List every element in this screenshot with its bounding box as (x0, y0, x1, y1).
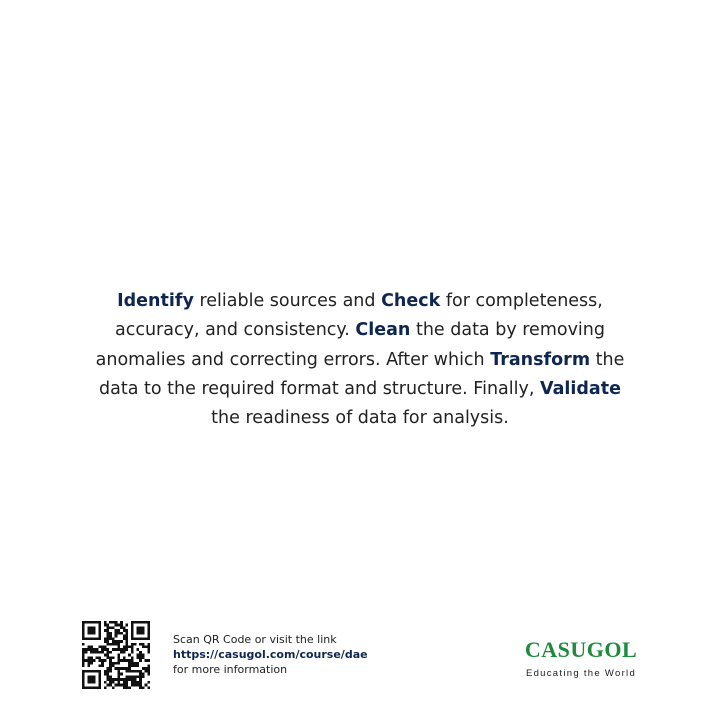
text: the (590, 349, 625, 370)
text: the readiness of data for analysis. (211, 408, 509, 429)
footer-info (173, 632, 368, 677)
scan-text: Scan QR Code or visit the link (173, 633, 337, 646)
casugol-logo (520, 638, 642, 679)
logo-name: CASUGOL (524, 637, 638, 662)
course-link[interactable]: https://casugol.com/course/dae (173, 648, 368, 661)
paragraph-line (60, 346, 660, 375)
keyword-identify: Identify (117, 291, 194, 311)
description-paragraph (60, 287, 660, 433)
keyword-clean: Clean (355, 320, 411, 341)
logo-tagline: Educating the World (525, 668, 637, 679)
text: reliable sources and (193, 291, 382, 311)
paragraph-line (60, 287, 660, 316)
keyword-check: Check (381, 291, 441, 311)
text: for completeness, (440, 291, 603, 311)
text: data to the required format and structure. Finally, (99, 378, 540, 399)
paragraph-line (60, 316, 660, 345)
keyword-validate: Validate (539, 378, 621, 399)
paragraph-line (60, 404, 660, 433)
text: the data by removing (410, 320, 605, 341)
more-info-text: for more information (173, 663, 288, 676)
text: anomalies and correcting errors. After which (95, 349, 491, 370)
keyword-transform: Transform (490, 349, 591, 370)
text: accuracy, and consistency. (114, 320, 356, 341)
qr-code-icon[interactable] (82, 621, 150, 689)
paragraph-line (60, 375, 660, 404)
